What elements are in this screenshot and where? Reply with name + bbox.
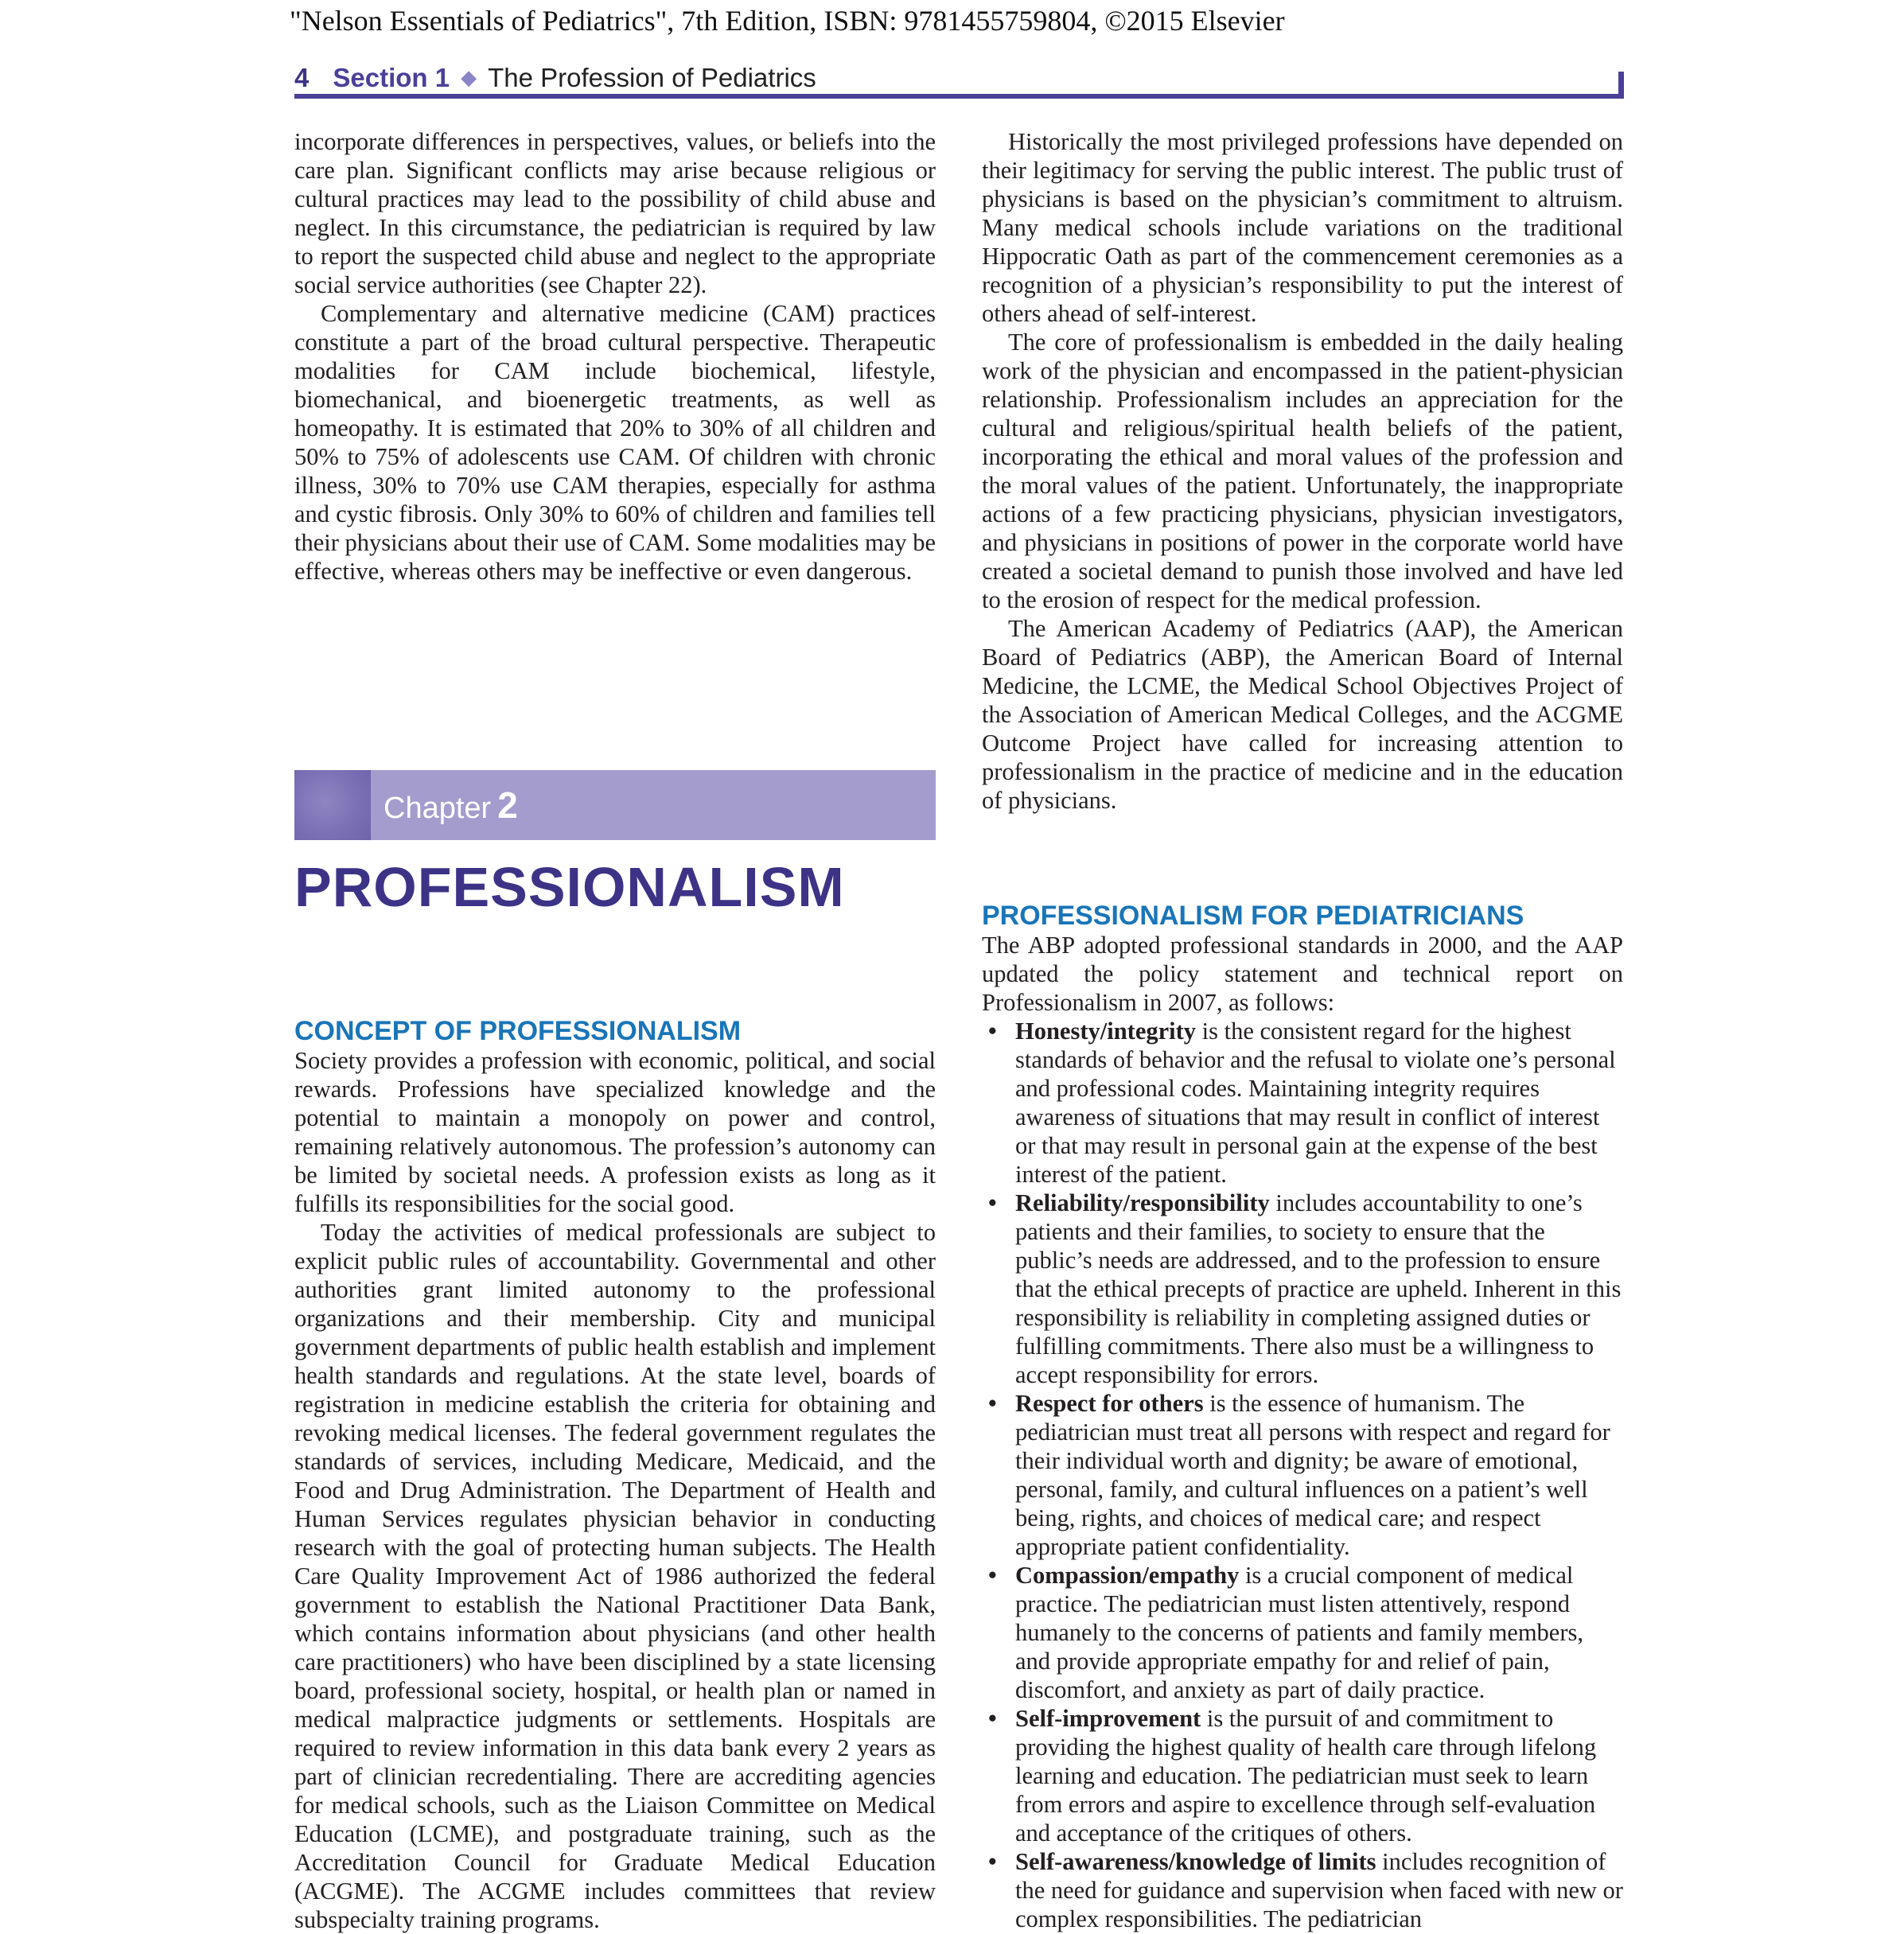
paragraph: The core of professionalism is embedded in the daily healing work of the physician and encompassed in the patient-physician relationship. Professionalism includes an appreciation for the cultural and religious/spiritual health beliefs of the patient, incorporating the ethical and moral values of the profession and the moral values of the patient. Unfortunately, the inappropriate actions of a few practicing physicians, physician investigators, and physicians in positions of power in the corporate world have created a societal demand to punish those involved and have led to the erosion of respect for the medical profession. <box>982 329 1623 613</box>
paragraph: Complementary and alternative medicine (CAM) practices constitute a part of the broad cultural perspective. Therapeutic modalities for CAM include biochemical, lifestyle, biomechanical, and bioenergetic treatments, as well as homeopathy. It is estimated that 20% to 30% of all children and 50% to 75% of adolescents use CAM. Of children with chronic illness, 30% to 70% use CAM therapies, especially for asthma and cystic fibrosis. Only 30% to 60% of children and families tell their physicians about their use of CAM. Some modalities may be effective, whereas others may be ineffective or even dangerous. <box>294 300 936 585</box>
list-item-term: Self-improvement <box>1015 1705 1201 1732</box>
bullet-icon: • <box>988 1018 997 1045</box>
right-column-top <box>982 127 1623 815</box>
header-rule <box>294 94 1623 99</box>
bullet-icon: • <box>988 1848 997 1875</box>
paragraph: The American Academy of Pediatrics (AAP), the American Board of Pediatrics (ABP), the American Board of Internal Medicine, the LCME, the Medical School Objectives Project of the Association of American Medical Colleges, and the ACGME Outcome Project have called for increasing attention to professionalism in the practice of medicine and in the education of physicians. <box>982 615 1623 814</box>
diamond-separator-icon: ◆ <box>461 65 477 89</box>
chapter-title: PROFESSIONALISM <box>294 856 845 918</box>
bullet-icon: • <box>988 1562 997 1589</box>
list-item-term: Honesty/integrity <box>1015 1018 1197 1045</box>
list-item-term: Compassion/empathy <box>1015 1562 1240 1589</box>
paragraph: Society provides a profession with economic, political, and social rewards. Professions have specialized knowledge and the potential to maintain a monopoly on power and control, remaining relatively autonomous. The profession’s autonomy can be limited by societal needs. A profession exists as long as it fulfills its responsibilities for the social good. <box>294 1047 936 1217</box>
paragraph: incorporate differences in perspectives, values, or beliefs into the care plan. Significant conflicts may arise because religious or cultural practices may lead to the possibility of child abuse and neglect. In this circumstance, the pediatrician is required by law to report the suspected child abuse and neglect to the appropriate social service authorities (see Chapter 22). <box>294 128 936 298</box>
list-item <box>982 1704 1623 1847</box>
bullet-icon: • <box>988 1390 997 1417</box>
list-item-text: is the essence of humanism. The pediatrician must treat all persons with respect and regard for their individual worth and dignity; be aware of emotional, personal, family, and cultural influences on a patient’s well being, rights, and choices of medical care; and respect appropriate patient confidentiality. <box>1015 1390 1610 1560</box>
left-column-bottom <box>294 1016 936 1934</box>
chapter-banner <box>294 770 936 840</box>
chapter-decoration-swatch <box>294 770 371 840</box>
section-heading-pediatricians: PROFESSIONALISM FOR PEDIATRICIANS <box>982 901 1524 931</box>
list-item <box>982 1189 1623 1389</box>
list-item-term: Respect for others <box>1015 1390 1204 1417</box>
list-item-text: is the consistent regard for the highest standards of behavior and the refusal to violate one’s personal and professional codes. Maintaining integrity requires awareness of situations that may result in conflict of interest or that may result in personal gain at the expense of the best interest of the patient. <box>1015 1018 1616 1188</box>
bullet-icon: • <box>988 1705 997 1732</box>
list-item-term: Reliability/responsibility <box>1015 1189 1270 1216</box>
page-number: 4 <box>294 63 310 92</box>
left-column-top <box>294 127 936 586</box>
list-item-text: is a crucial component of medical practice. The pediatrician must listen attentively, respond humanely to the concerns of patients and family members, and provide appropriate empathy for and relief of pain, discomfort, and anxiety as part of daily practice. <box>1015 1562 1583 1703</box>
chapter-number: 2 <box>497 784 518 826</box>
list-item <box>982 1847 1623 1933</box>
list-item-text: includes accountability to one’s patients and their families, to society to ensure that the public’s needs are addressed, and to the profession to ensure that the ethical precepts of practice are upheld. Inherent in this responsibility is reliability in completing assigned duties or fulfilling commitments. There also must be a willingness to accept responsibility for errors. <box>1015 1189 1622 1388</box>
right-column-bottom <box>982 901 1623 1933</box>
paragraph: Today the activities of medical professionals are subject to explicit public rules of accountability. Governmental and other authorities grant limited autonomy to the professional organizations and their membership. City and municipal government departments of public health establish and implement health standards and regulations. At the state level, boards of registration in medicine establish the criteria for obtaining and revoking medical licenses. The federal government regulates the standards of services, including Medicare, Medicaid, and the Food and Drug Administration. The Department of Health and Human Services regulates physician behavior in conducting research with the goal of protecting human subjects. The Health Care Quality Improvement Act of 1986 authorized the federal government to establish the National Practitioner Data Bank, which contains information about physicians (and other health care practitioners) who have been disciplined by a state licensing board, professional society, hospital, or health plan or named in medical malpractice judgments or settlements. Hospitals are required to review information in this data bank every 2 years as part of clinician recredentialing. There are accrediting agencies for medical schools, such as the Liaison Committee on Medical Education (LCME), and postgraduate training, such as the Accreditation Council for Graduate Medical Education (ACGME). The ACGME includes committees that review subspecialty training programs. <box>294 1219 936 1933</box>
header-rule-tick <box>1618 72 1624 99</box>
list-item-term: Self-awareness/knowledge of limits <box>1015 1848 1376 1875</box>
section-heading-concept: CONCEPT OF PROFESSIONALISM <box>294 1016 742 1046</box>
chapter-word: Chapter <box>384 792 492 825</box>
standards-list <box>982 1017 1623 1933</box>
list-item-text: is the pursuit of and commitment to providing the highest quality of health care through lifelong learning and education. The pediatrician must seek to learn from errors and aspire to excellence through self-evaluation and acceptance of the critiques of others. <box>1015 1705 1597 1846</box>
section-label: Section 1 <box>333 63 450 92</box>
paragraph: Historically the most privileged professions have depended on their legitimacy for serving the public interest. The public trust of physicians is based on the physician’s commitment to altruism. Many medical schools include variations on the traditional Hippocratic Oath as part of the commencement ceremonies as a recognition of a physician’s responsibility to put the interest of others ahead of self-interest. <box>982 128 1623 327</box>
book-citation-banner: "Nelson Essentials of Pediatrics", 7th Edition, ISBN: 9781455759804, ©2015 Elsevier <box>290 5 1285 37</box>
paragraph: The ABP adopted professional standards in 2000, and the AAP updated the policy statement and technical report on Professionalism in 2007, as follows: <box>982 932 1623 1016</box>
list-item <box>982 1389 1623 1561</box>
list-item-text: includes recognition of the need for guidance and supervision when faced with new or complex responsibilities. The pediatrician <box>1015 1848 1623 1932</box>
chapter-label <box>384 770 518 840</box>
running-head <box>294 60 1623 95</box>
bullet-icon: • <box>988 1189 997 1216</box>
section-title: The Profession of Pediatrics <box>488 63 816 92</box>
list-item <box>982 1017 1623 1189</box>
list-item <box>982 1561 1623 1704</box>
